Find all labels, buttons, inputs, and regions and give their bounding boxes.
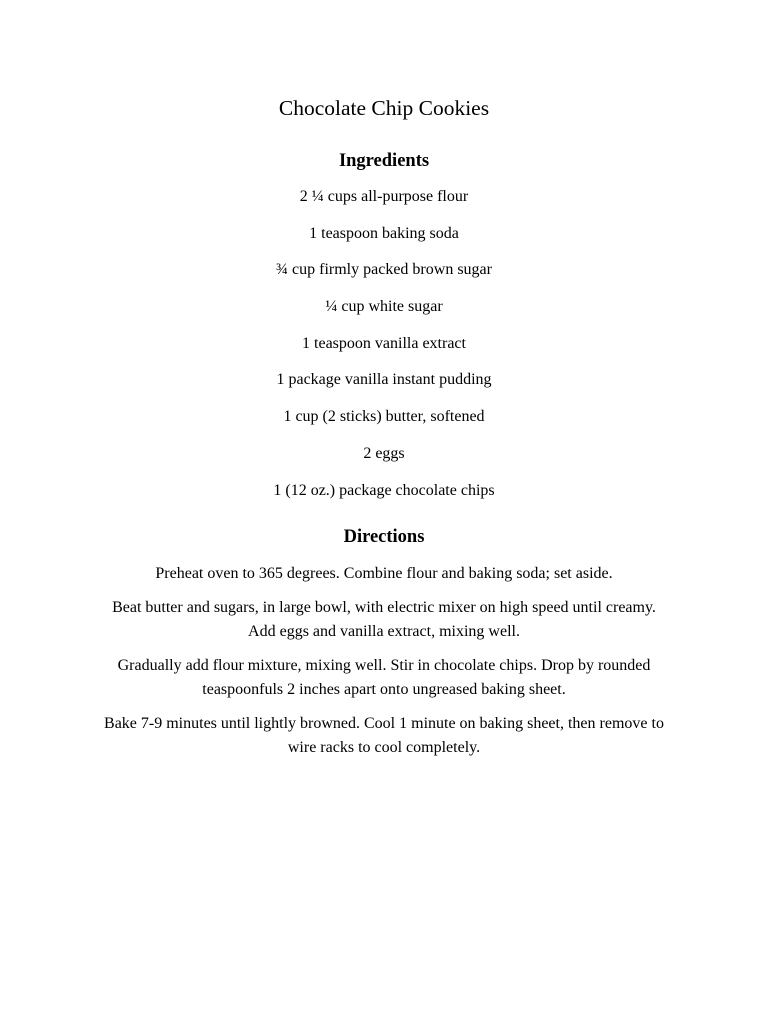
direction-step: Preheat oven to 365 degrees. Combine flour and baking soda; set aside. — [155, 564, 613, 582]
direction-step: Gradually add flour mixture, mixing well. Stir in chocolate chips. Drop by rounded teaspoonfuls 2 inches apart onto ungreased baking sheet. — [117, 656, 651, 698]
ingredient-item: 1 cup (2 sticks) butter, softened — [283, 408, 485, 426]
ingredient-item: ¾ cup firmly packed brown sugar — [276, 261, 492, 279]
ingredient-list — [0, 187, 768, 501]
ingredient-item: 1 (12 oz.) package chocolate chips — [273, 481, 495, 499]
ingredient-item: 1 teaspoon vanilla extract — [302, 334, 466, 352]
directions-list — [104, 562, 664, 760]
ingredients-heading: Ingredients — [338, 151, 430, 171]
direction-step: Beat butter and sugars, in large bowl, with electric mixer on high speed until creamy. Add eggs and vanilla extract, mixing well. — [112, 598, 656, 640]
ingredient-item: ¼ cup white sugar — [325, 298, 443, 316]
recipe-title: Chocolate Chip Cookies — [278, 96, 490, 120]
ingredient-item: 1 teaspoon baking soda — [309, 224, 459, 242]
ingredient-item: 1 package vanilla instant pudding — [276, 371, 492, 389]
ingredient-item: 2 eggs — [363, 444, 405, 462]
directions-heading: Directions — [343, 526, 425, 547]
ingredient-item: 2 ¼ cups all-purpose flour — [299, 188, 469, 205]
direction-step: Bake 7-9 minutes until lightly browned. Cool 1 minute on baking sheet, then remove to wire racks to cool completely. — [104, 714, 664, 756]
